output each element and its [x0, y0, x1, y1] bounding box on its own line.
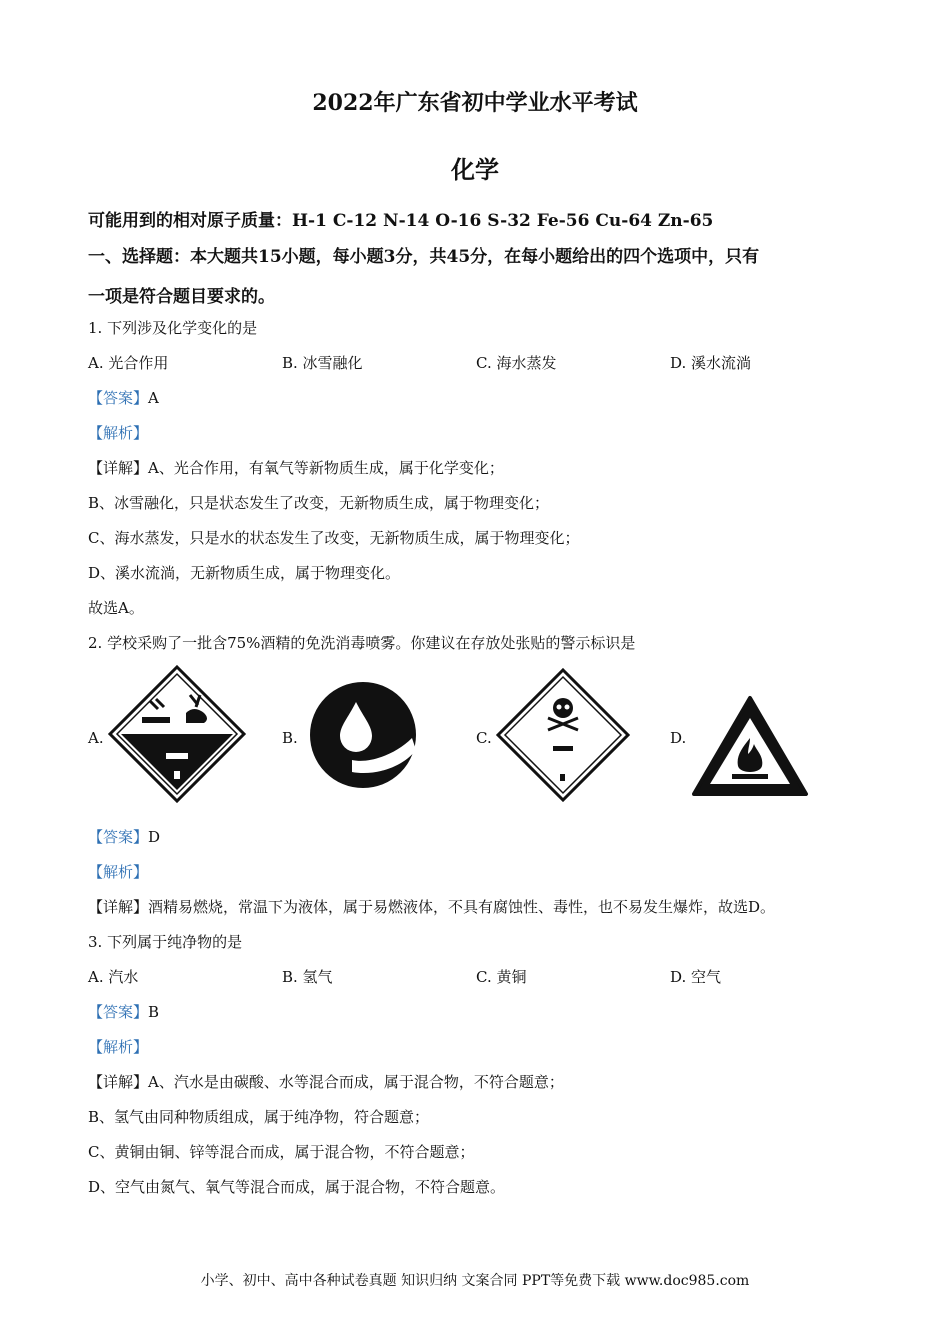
q3-answer: [88, 1001, 159, 1022]
q1-stem: 1. 下列涉及化学变化的是: [88, 319, 258, 337]
q2-option-a: A.: [88, 729, 104, 747]
q1-detail-0: [88, 457, 504, 478]
q2-option-b: B.: [282, 729, 298, 747]
detail-text: 酒精易燃烧，常温下为液体，属于易燃液体，不具有腐蚀性、毒性，也不易发生爆炸，故选D。: [148, 898, 776, 916]
section-heading-line2: 一项是符合题目要求的。: [88, 287, 275, 307]
q1-detail-2: C、海水蒸发，只是水的状态发生了改变，无新物质生成，属于物理变化；: [88, 529, 580, 547]
q1-answer: [88, 387, 159, 408]
detail-label: 【详解】: [88, 1073, 149, 1091]
water-saving-sign: [308, 680, 418, 790]
page-footer: 小学、初中、高中各种试卷真题 知识归纳 文案合同 PPT等免费下载 www.doc985.com: [200, 1273, 750, 1289]
q1-option-a: A. 光合作用: [88, 354, 169, 372]
answer-label: 【答案】: [88, 389, 149, 407]
q1-analysis-label: 【解析】: [88, 424, 149, 442]
q2-answer: [88, 826, 160, 847]
detail-label: 【详解】: [88, 898, 149, 916]
q1-option-d: D. 溪水流淌: [670, 354, 752, 372]
q3-analysis-label: 【解析】: [88, 1038, 149, 1056]
detail-text: A、光合作用，有氧气等新物质生成，属于化学变化；: [148, 459, 504, 477]
q2-option-c: C.: [476, 729, 492, 747]
q3-detail-2: C、黄铜由铜、锌等混合而成，属于混合物，不符合题意；: [88, 1143, 475, 1161]
toxic-hazard-sign: [496, 668, 630, 802]
subject-title: 化学: [451, 155, 499, 184]
q3-option-b: B. 氢气: [282, 968, 333, 986]
q2-stem: 2. 学校采购了一批含75%酒精的免洗消毒喷雾。你建议在存放处张贴的警示标识是: [88, 634, 636, 652]
answer-value: D: [148, 828, 161, 846]
q3-stem: 3. 下列属于纯净物的是: [88, 933, 243, 951]
section-heading-line1: 一、选择题：本大题共15小题，每小题3分，共45分，在每小题给出的四个选项中，只有: [88, 247, 760, 267]
q1-option-c: C. 海水蒸发: [476, 354, 557, 372]
q3-detail-0: [88, 1071, 564, 1092]
q2-option-d: D.: [670, 729, 687, 747]
q3-detail-1: B、氢气由同种物质组成，属于纯净物，符合题意；: [88, 1108, 430, 1126]
answer-label: 【答案】: [88, 828, 149, 846]
q3-detail-3: D、空气由氮气、氧气等混合而成，属于混合物，不符合题意。: [88, 1178, 506, 1196]
answer-label: 【答案】: [88, 1003, 149, 1021]
q1-option-b: B. 冰雪融化: [282, 354, 363, 372]
q3-option-a: A. 汽水: [88, 968, 139, 986]
exam-title: 2022年广东省初中学业水平考试: [312, 90, 638, 116]
q2-detail: [88, 896, 775, 917]
q1-detail-3: D、溪水流淌，无新物质生成，属于物理变化。: [88, 564, 401, 582]
q3-option-d: D. 空气: [670, 968, 722, 986]
detail-text: A、汽水是由碳酸、水等混合而成，属于混合物，不符合题意；: [148, 1073, 564, 1091]
detail-label: 【详解】: [88, 459, 149, 477]
q1-detail-1: B、冰雪融化，只是状态发生了改变，无新物质生成，属于物理变化；: [88, 494, 550, 512]
answer-value: B: [148, 1003, 160, 1021]
corrosive-hazard-sign: [108, 665, 246, 803]
flammable-warning-sign: [690, 694, 810, 800]
answer-value: A: [148, 389, 159, 407]
q3-option-c: C. 黄铜: [476, 968, 527, 986]
atomic-masses: 可能用到的相对原子质量：H-1 C-12 N-14 O-16 S-32 Fe-56 Cu-64 Zn-65: [88, 211, 714, 231]
q1-detail-4: 故选A。: [88, 599, 144, 617]
q2-analysis-label: 【解析】: [88, 863, 149, 881]
